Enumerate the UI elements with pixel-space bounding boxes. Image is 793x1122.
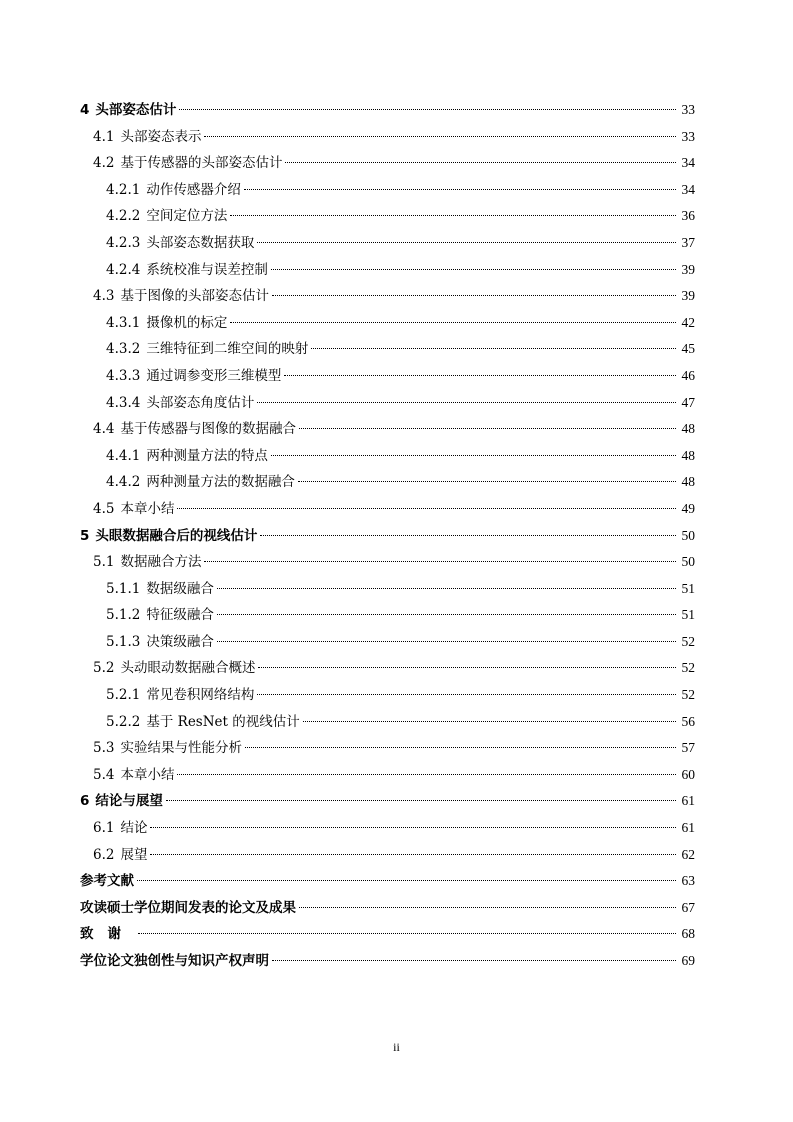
toc-entry-title: 基于 ResNet 的视线估计 [146, 713, 300, 730]
toc-entry-number: 5.1.1 [106, 580, 141, 597]
toc-entry[interactable] [80, 203, 695, 230]
dot-leader [204, 561, 676, 562]
toc-entry[interactable] [80, 177, 695, 204]
toc-entry-number: 4.3 [93, 288, 115, 305]
toc-entry-number: 4.3.3 [106, 367, 141, 384]
toc-entry-number: 6.1 [93, 820, 115, 837]
toc-entry-number: 4.3.1 [106, 314, 141, 331]
toc-entry-page: 60 [681, 766, 695, 782]
toc-entry[interactable] [80, 469, 695, 496]
dot-leader [204, 136, 676, 137]
toc-entry-number: 5.4 [93, 766, 115, 783]
toc-entry-page: 47 [681, 394, 695, 410]
toc-entry-number: 4.4.1 [106, 447, 141, 464]
toc-entry-title: 特征级融合 [146, 607, 214, 624]
toc-entry-page: 48 [681, 447, 695, 463]
dot-leader [257, 694, 676, 695]
toc-entry-number: 4.5 [93, 500, 115, 517]
toc-entry[interactable] [80, 895, 695, 922]
toc-entry-page: 68 [681, 926, 695, 942]
dot-leader [230, 322, 676, 323]
toc-entry-page: 63 [681, 873, 695, 889]
dot-leader [298, 481, 676, 482]
toc-entry[interactable] [80, 363, 695, 390]
toc-entry-title: 头部姿态表示 [120, 128, 202, 145]
page-number: ii [393, 1040, 400, 1054]
dot-leader [285, 162, 676, 163]
toc-entry-title: 结论 [120, 820, 148, 837]
toc-entry[interactable] [80, 523, 695, 550]
dot-leader [257, 402, 676, 403]
dot-leader [299, 428, 676, 429]
toc-entry-number: 5.1.3 [106, 633, 141, 650]
dot-leader [272, 960, 676, 961]
toc-entry-number: 5.1 [93, 554, 115, 571]
toc-entry-number: 6 [80, 793, 90, 810]
toc-entry-title: 头部姿态角度估计 [146, 394, 255, 411]
toc-entry-page: 57 [681, 740, 695, 756]
toc-entry-page: 50 [681, 554, 695, 570]
toc-entry-title: 三维特征到二维空间的映射 [146, 341, 309, 358]
dot-leader [177, 508, 676, 509]
toc-entry[interactable] [80, 682, 695, 709]
toc-entry-title: 两种测量方法的数据融合 [146, 474, 295, 491]
toc-entry-number: 5 [80, 527, 90, 544]
dot-leader [150, 827, 676, 828]
toc-entry-title: 两种测量方法的特点 [146, 447, 268, 464]
toc-entry-number: 4.2.3 [106, 234, 141, 251]
toc-entry-page: 33 [681, 128, 695, 144]
toc-entry-page: 39 [681, 288, 695, 304]
toc-entry[interactable] [80, 336, 695, 363]
toc-entry[interactable] [80, 602, 695, 629]
toc-entry-page: 62 [681, 846, 695, 862]
toc-entry-number: 5.1.2 [106, 607, 141, 624]
dot-leader [230, 215, 676, 216]
toc-entry[interactable] [80, 948, 695, 975]
toc-entry-page: 51 [681, 580, 695, 596]
toc-entry-title: 决策级融合 [146, 633, 214, 650]
toc-entry[interactable] [80, 416, 695, 443]
toc-entry[interactable] [80, 124, 695, 151]
toc-entry-number: 4.4 [93, 421, 115, 438]
toc-entry-page: 34 [681, 181, 695, 197]
toc-entry-page: 46 [681, 367, 695, 383]
dot-leader [217, 588, 676, 589]
dot-leader [138, 933, 676, 934]
toc-entry-page: 48 [681, 474, 695, 490]
toc-entry-title: 参考文献 [80, 873, 134, 890]
toc-entry-number: 4 [80, 102, 90, 118]
toc-entry-page: 42 [681, 314, 695, 330]
toc-entry-page: 48 [681, 421, 695, 437]
toc-entry-title: 展望 [120, 846, 148, 863]
toc-entry-page: 51 [681, 607, 695, 623]
table-of-contents [80, 97, 695, 975]
toc-entry-title: 头动眼动数据融合概述 [120, 660, 256, 677]
toc-entry-title: 系统校准与误差控制 [146, 261, 268, 278]
toc-entry-title: 数据融合方法 [120, 554, 202, 571]
toc-entry[interactable] [80, 842, 695, 869]
toc-entry-number: 5.2.2 [106, 713, 141, 730]
toc-entry-title: 头部姿态数据获取 [146, 234, 255, 251]
toc-entry[interactable] [80, 709, 695, 736]
dot-leader [166, 800, 676, 801]
toc-entry-number: 4.4.2 [106, 474, 141, 491]
toc-entry-title: 空间定位方法 [146, 208, 228, 225]
toc-entry-page: 69 [681, 953, 695, 968]
dot-leader [217, 641, 676, 642]
toc-entry-page: 61 [681, 793, 695, 809]
toc-entry-title: 结论与展望 [95, 793, 163, 810]
toc-entry-title: 基于传感器与图像的数据融合 [120, 421, 296, 438]
dot-leader [217, 614, 676, 615]
toc-entry-number: 4.2.4 [106, 261, 141, 278]
toc-entry-page: 50 [681, 527, 695, 543]
toc-entry[interactable] [80, 496, 695, 523]
dot-leader [258, 667, 676, 668]
toc-entry-number: 4.2.1 [106, 181, 141, 198]
toc-entry[interactable] [80, 257, 695, 284]
toc-entry-number: 4.1 [93, 128, 115, 145]
toc-entry[interactable] [80, 576, 695, 603]
toc-entry-number: 6.2 [93, 846, 115, 863]
toc-entry-number: 4.3.4 [106, 394, 141, 411]
toc-entry-number: 4.2 [93, 155, 115, 172]
dot-leader [177, 774, 676, 775]
toc-entry-title: 头眼数据融合后的视线估计 [95, 527, 258, 544]
toc-entry-title: 头部姿态估计 [95, 102, 177, 118]
toc-entry-page: 67 [681, 899, 695, 915]
dot-leader [303, 721, 676, 722]
toc-entry-page: 49 [681, 500, 695, 516]
toc-entry-page: 36 [681, 208, 695, 224]
toc-entry-page: 45 [681, 341, 695, 357]
toc-entry-page: 52 [681, 687, 695, 703]
toc-entry-title: 基于图像的头部姿态估计 [120, 288, 269, 305]
toc-entry[interactable] [80, 97, 695, 124]
toc-entry-title: 通过调参变形三维模型 [146, 367, 282, 384]
toc-entry[interactable] [80, 762, 695, 789]
dot-leader [271, 269, 676, 270]
toc-entry[interactable] [80, 549, 695, 576]
dot-leader [311, 348, 676, 349]
toc-entry[interactable] [80, 390, 695, 417]
toc-entry[interactable] [80, 655, 695, 682]
toc-entry-title: 摄像机的标定 [146, 314, 228, 331]
dot-leader [272, 295, 676, 296]
toc-entry[interactable] [80, 283, 695, 310]
toc-entry-title: 本章小结 [120, 500, 175, 517]
toc-entry-title: 数据级融合 [146, 580, 214, 597]
dot-leader [150, 854, 676, 855]
toc-entry-page: 61 [681, 820, 695, 836]
toc-entry-title: 学位论文独创性与知识产权声明 [80, 953, 269, 969]
toc-entry[interactable] [80, 310, 695, 337]
toc-entry-title: 动作传感器介绍 [146, 181, 241, 198]
toc-entry-number: 4.3.2 [106, 341, 141, 358]
toc-entry-number: 5.3 [93, 740, 115, 757]
toc-entry-title: 实验结果与性能分析 [120, 740, 242, 757]
toc-entry[interactable] [80, 230, 695, 257]
toc-entry-title: 常见卷积网络结构 [146, 687, 255, 704]
dot-leader [244, 189, 676, 190]
toc-entry-page: 39 [681, 261, 695, 277]
toc-entry[interactable] [80, 629, 695, 656]
toc-entry-page: 33 [681, 102, 695, 117]
toc-entry[interactable] [80, 921, 695, 948]
toc-entry[interactable] [80, 735, 695, 762]
dot-leader [260, 535, 676, 536]
toc-entry-number: 4.2.2 [106, 208, 141, 225]
toc-entry[interactable] [80, 868, 695, 895]
dot-leader [257, 242, 676, 243]
toc-entry-title: 攻读硕士学位期间发表的论文及成果 [80, 899, 296, 916]
toc-entry-page: 37 [681, 234, 695, 250]
dot-leader [271, 455, 676, 456]
toc-entry-page: 52 [681, 660, 695, 676]
toc-entry[interactable] [80, 443, 695, 470]
toc-entry-page: 34 [681, 155, 695, 171]
dot-leader [284, 375, 676, 376]
toc-entry-number: 5.2 [93, 660, 115, 677]
toc-entry-title: 致谢 [80, 926, 135, 943]
toc-entry[interactable] [80, 815, 695, 842]
toc-entry-title: 本章小结 [120, 766, 175, 783]
toc-entry-page: 52 [681, 633, 695, 649]
toc-entry-title: 基于传感器的头部姿态估计 [120, 155, 283, 172]
dot-leader [137, 880, 676, 881]
toc-entry-number: 5.2.1 [106, 687, 141, 704]
dot-leader [245, 747, 676, 748]
dot-leader [299, 907, 676, 908]
toc-entry[interactable] [80, 150, 695, 177]
toc-entry-page: 56 [681, 713, 695, 729]
dot-leader [179, 109, 676, 110]
toc-entry[interactable] [80, 788, 695, 815]
